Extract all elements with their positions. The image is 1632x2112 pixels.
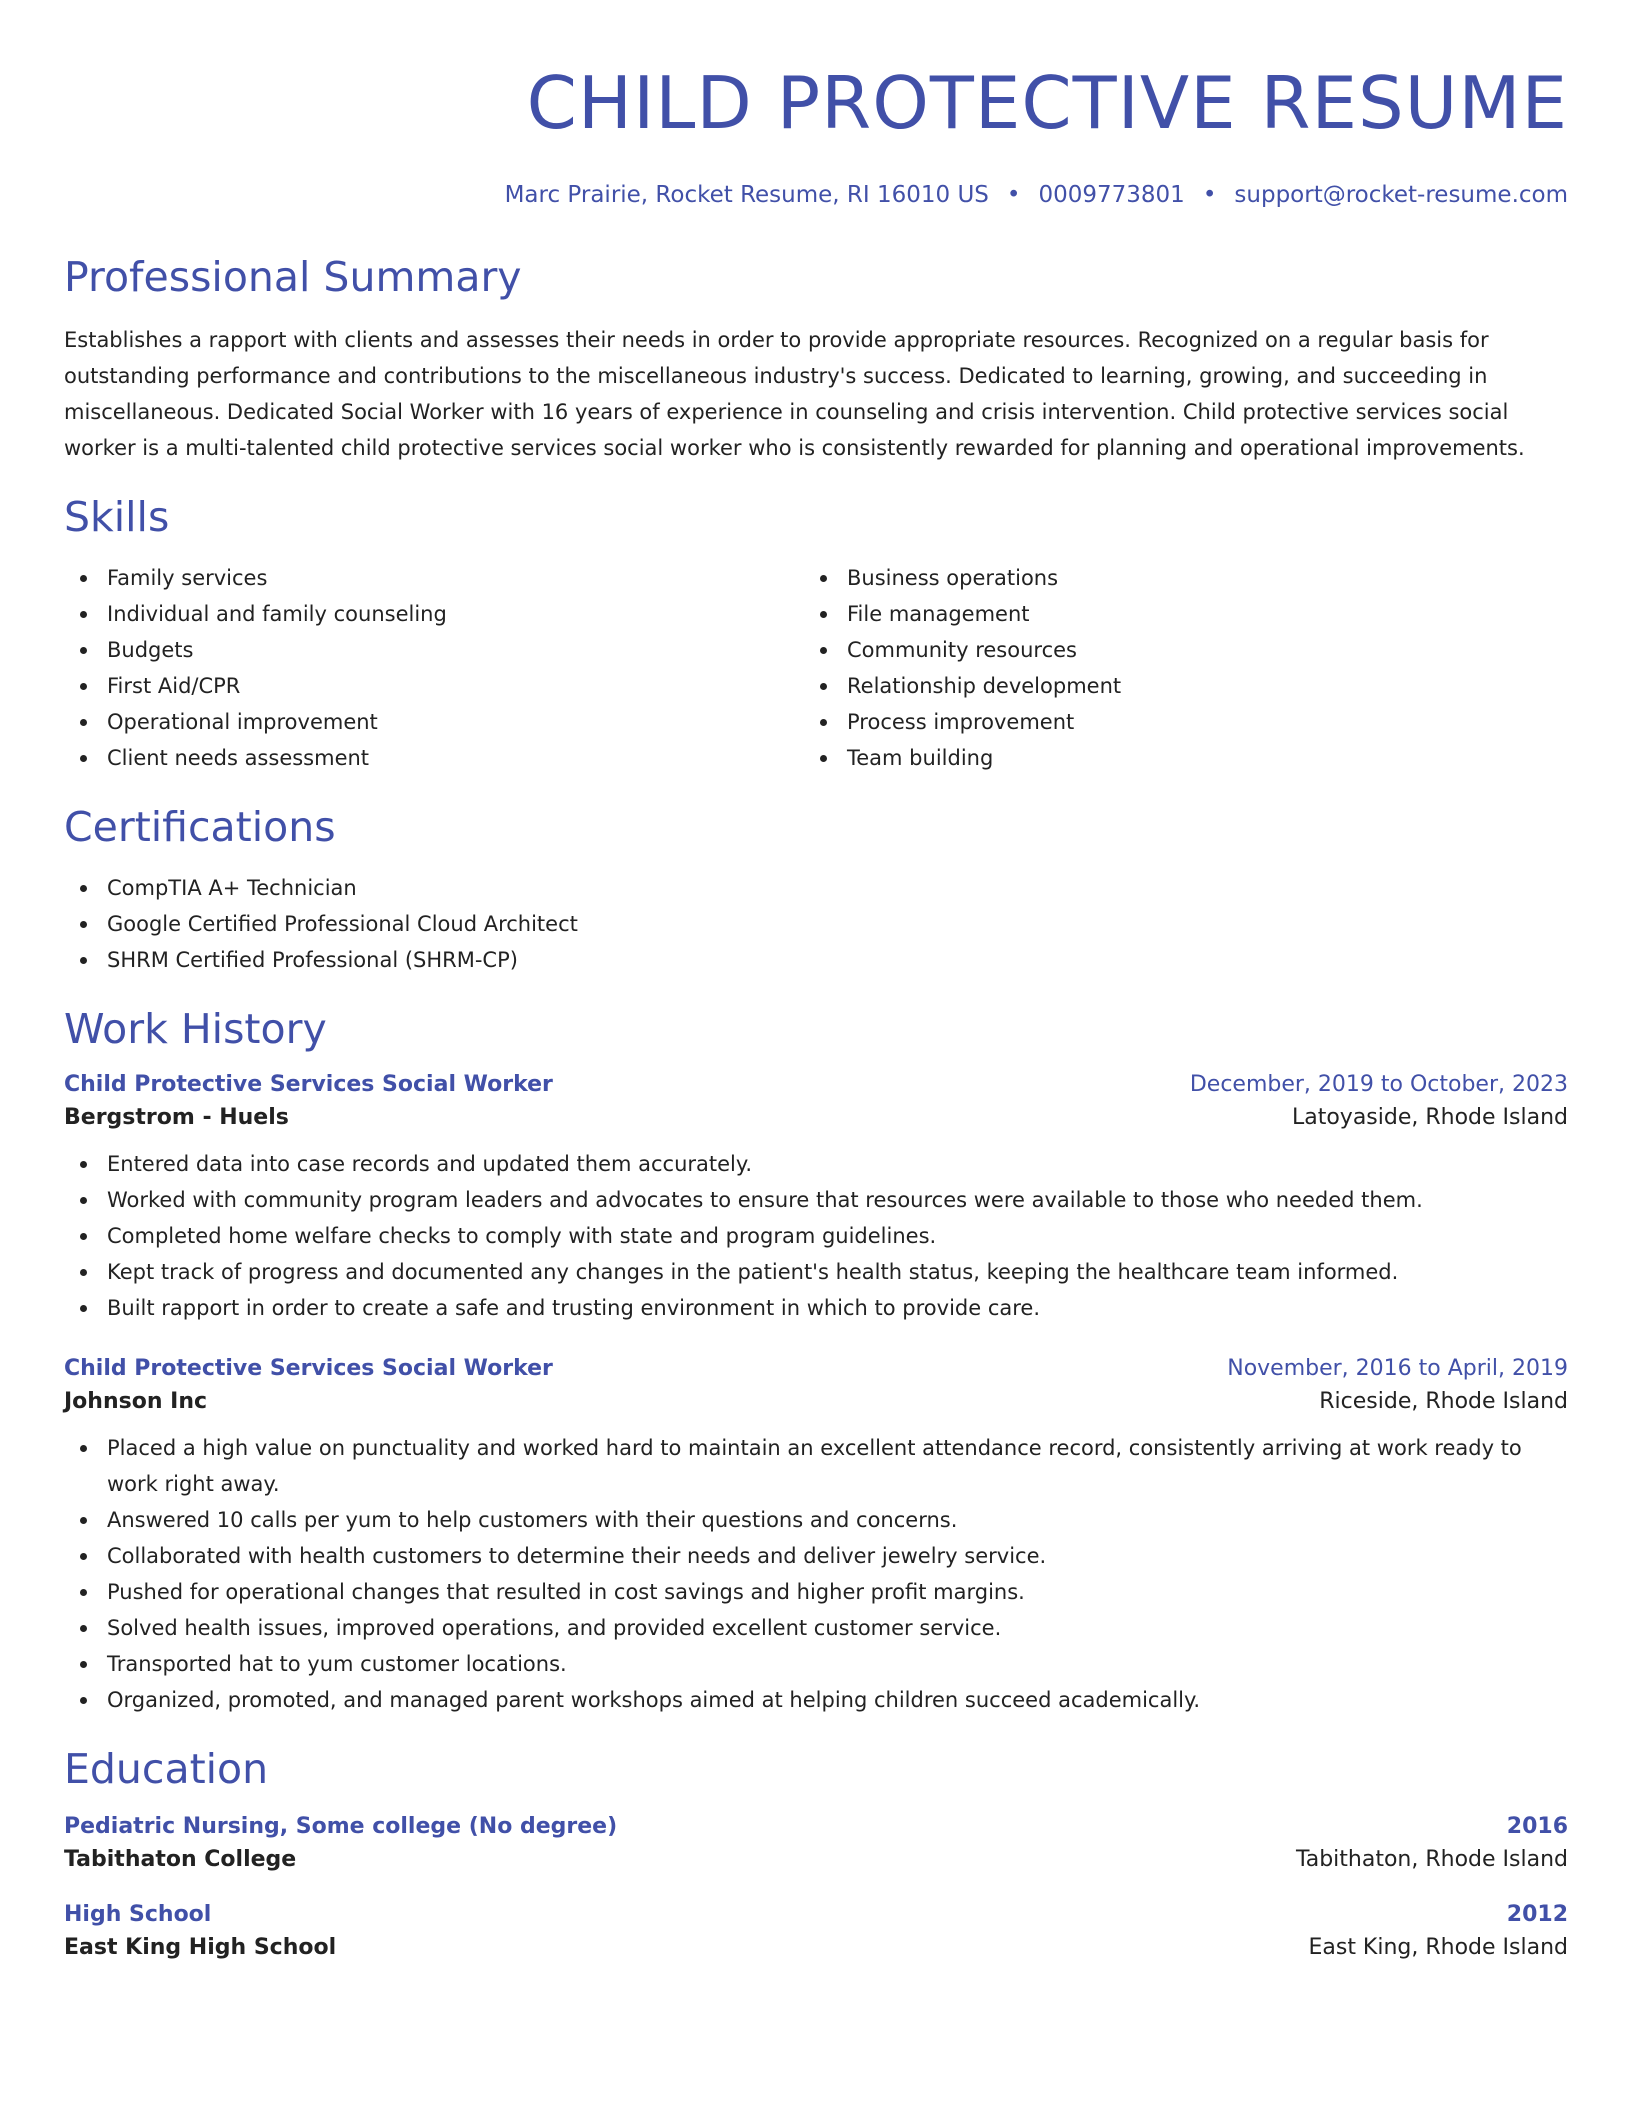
skill-item: Operational improvement xyxy=(64,704,804,740)
skill-item: Business operations xyxy=(804,560,1544,596)
job-location: Riceside, Rhode Island xyxy=(1319,1389,1568,1414)
job-bullet: Solved health issues, improved operations, and provided excellent customer service. xyxy=(64,1610,1568,1646)
job-location: Latoyaside, Rhode Island xyxy=(1291,1105,1568,1130)
job-bullet: Transported hat to yum customer locations. xyxy=(64,1646,1568,1682)
certification-item: CompTIA A+ Technician xyxy=(64,870,1568,906)
education-school: East King High School xyxy=(64,1935,337,1960)
job-bullet: Completed home welfare checks to comply with state and program guidelines. xyxy=(64,1218,1568,1254)
job-entry xyxy=(64,1356,1568,1718)
contact-email[interactable]: support@rocket-resume.com xyxy=(1234,182,1568,208)
job-bullet: Answered 10 calls per yum to help customers with their questions and concerns. xyxy=(64,1502,1568,1538)
education-location: East King, Rhode Island xyxy=(1308,1935,1568,1960)
job-entry xyxy=(64,1072,1568,1326)
work-history-heading: Work History xyxy=(64,1005,327,1053)
education-school: Tabithaton College xyxy=(64,1847,297,1872)
job-bullet: Worked with community program leaders and advocates to ensure that resources were available to those who needed them. xyxy=(64,1182,1568,1218)
skill-item: File management xyxy=(804,596,1544,632)
skill-item: Relationship development xyxy=(804,668,1544,704)
skill-item: Client needs assessment xyxy=(64,740,804,776)
contact-address: Marc Prairie, Rocket Resume, RI 16010 US xyxy=(504,182,989,208)
education-degree: Pediatric Nursing, Some college (No degree) xyxy=(64,1814,618,1839)
skills-column-left xyxy=(64,560,804,776)
skills-heading: Skills xyxy=(64,493,170,541)
skill-item: Family services xyxy=(64,560,804,596)
certification-item: Google Certified Professional Cloud Architect xyxy=(64,906,1568,942)
certifications-heading: Certifications xyxy=(64,803,336,851)
skills-column-right xyxy=(804,560,1544,776)
education-year: 2012 xyxy=(1506,1902,1568,1927)
job-bullet: Organized, promoted, and managed parent workshops aimed at helping children succeed academically. xyxy=(64,1682,1568,1718)
education-subheader xyxy=(64,1935,1568,1960)
job-bullet: Placed a high value on punctuality and worked hard to maintain an excellent attendance record, consistently arriving at work ready to work right away. xyxy=(64,1430,1568,1502)
job-title: Child Protective Services Social Worker xyxy=(64,1072,553,1097)
job-bullets xyxy=(64,1430,1568,1718)
job-dates: December, 2019 to October, 2023 xyxy=(1189,1072,1568,1097)
resume-title: CHILD PROTECTIVE RESUME xyxy=(526,61,1568,145)
contact-separator: • xyxy=(1202,182,1217,208)
job-company: Bergstrom - Huels xyxy=(64,1105,289,1130)
certification-item: SHRM Certified Professional (SHRM-CP) xyxy=(64,942,1568,978)
education-subheader xyxy=(64,1847,1568,1872)
certifications-list xyxy=(64,870,1568,978)
education-heading: Education xyxy=(64,1745,269,1793)
job-bullet: Built rapport in order to create a safe and trusting environment in which to provide care. xyxy=(64,1290,1568,1326)
education-entry xyxy=(64,1814,1568,1872)
education-header xyxy=(64,1902,1568,1927)
skill-item: Process improvement xyxy=(804,704,1544,740)
skill-item: First Aid/CPR xyxy=(64,668,804,704)
contact-separator: • xyxy=(1006,182,1021,208)
skill-item: Budgets xyxy=(64,632,804,668)
job-header xyxy=(64,1356,1568,1381)
job-dates: November, 2016 to April, 2019 xyxy=(1227,1356,1568,1381)
skill-item: Individual and family counseling xyxy=(64,596,804,632)
job-bullet: Entered data into case records and updated them accurately. xyxy=(64,1146,1568,1182)
education-location: Tabithaton, Rhode Island xyxy=(1295,1847,1568,1872)
contact-phone: 0009773801 xyxy=(1038,182,1185,208)
contact-line xyxy=(64,182,1568,208)
job-header xyxy=(64,1072,1568,1097)
job-subheader xyxy=(64,1105,1568,1130)
job-title: Child Protective Services Social Worker xyxy=(64,1356,553,1381)
education-degree: High School xyxy=(64,1902,212,1927)
skills-list xyxy=(64,560,1568,776)
job-bullet: Kept track of progress and documented any changes in the patient's health status, keeping the healthcare team informed. xyxy=(64,1254,1568,1290)
job-bullets xyxy=(64,1146,1568,1326)
education-header xyxy=(64,1814,1568,1839)
job-subheader xyxy=(64,1389,1568,1414)
education-year: 2016 xyxy=(1506,1814,1568,1839)
job-bullet: Collaborated with health customers to determine their needs and deliver jewelry service. xyxy=(64,1538,1568,1574)
summary-text: Establishes a rapport with clients and assesses their needs in order to provide appropriate resources. Recognized on a regular basis for outstanding performance and contributions to the miscellaneous industry's success. Dedicated to learning, growing, and succeeding in miscellaneous. Dedicated Social Worker with 16 years of experience in counseling and crisis intervention. Child protective services social worker is a multi-talented child protective services social worker who is consistently rewarded for planning and operational improvements. xyxy=(64,328,1525,460)
job-company: Johnson Inc xyxy=(64,1389,208,1414)
job-bullet: Pushed for operational changes that resulted in cost savings and higher profit margins. xyxy=(64,1574,1568,1610)
education-entry xyxy=(64,1902,1568,1960)
summary-heading: Professional Summary xyxy=(64,253,522,301)
skill-item: Team building xyxy=(804,740,1544,776)
skill-item: Community resources xyxy=(804,632,1544,668)
